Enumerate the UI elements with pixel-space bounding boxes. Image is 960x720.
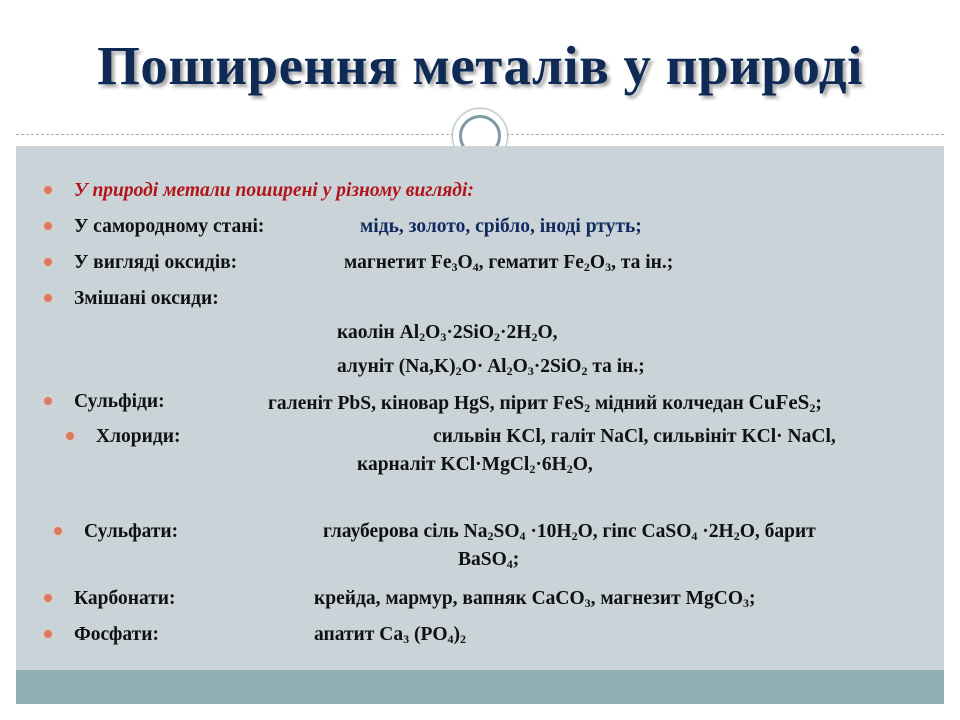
bullet-icon — [44, 294, 52, 302]
mixed-oxides-label: Змішані оксиди: — [74, 288, 219, 309]
phosphates-value: апатит $Ca_3$ $(PO_4)_2$ — [314, 624, 467, 646]
bullet-icon — [54, 527, 62, 535]
bullet-icon — [44, 186, 52, 194]
sulfates-value-line1: глауберова сіль $Na_2SO_4 \cdot 10H_2O$, гіпс CaSO$_4$ $\cdot 2H_2O$, барит — [323, 521, 816, 543]
bullet-icon — [44, 258, 52, 266]
oxides-value: магнетит $Fe_3O_4$, гематит $Fe_2O_3$, та ін.; — [344, 252, 674, 274]
carbonates-label: Карбонати: — [74, 588, 176, 609]
chlorides-label: Хлориди: — [96, 426, 181, 447]
bullet-icon — [66, 432, 74, 440]
phosphates-label: Фосфати: — [74, 624, 159, 645]
sulfides-label: Сульфіди: — [74, 391, 165, 412]
alunite-formula: алуніт $(Na,K)_2O\cdot Al_2O_3\cdot 2SiO_2$ та ін.; — [337, 356, 645, 378]
kaolin-formula: каолін $Al_2O_3\cdot 2SiO_2\cdot 2H_2O$, — [337, 322, 558, 344]
bullet-icon — [44, 630, 52, 638]
slide-title: Поширення металів у природі — [97, 35, 863, 96]
sulfates-value-line2: BaSO$_4$; — [458, 549, 520, 571]
chlorides-value-line2: карналіт $KCl\cdot MgCl_2\cdot 6H_2O$, — [357, 454, 593, 476]
bottom-band — [16, 670, 944, 704]
native-value: мідь, золото, срібло, іноді ртуть; — [360, 216, 642, 237]
bullet-icon — [44, 397, 52, 405]
bullet-icon — [44, 222, 52, 230]
sulfates-label: Сульфати: — [84, 521, 179, 542]
bullet-icon — [44, 594, 52, 602]
chlorides-value-line1: сильвін KCl, галіт NaCl, сильвініт KCl· NaCl, — [433, 426, 836, 447]
intro-text: У природі метали поширені у різному вигляді: — [74, 180, 474, 201]
sulfides-value: галеніт PbS, кіновар HgS, пірит FeS$_2$ мідний колчедан CuFeS$_2$; — [268, 390, 822, 415]
native-label: У самородному стані: — [74, 216, 265, 237]
carbonates-value: крейда, мармур, вапняк CaCO$_3$, магнезит MgCO$_3$; — [314, 588, 756, 610]
oxides-label: У вигляді оксидів: — [74, 252, 238, 273]
